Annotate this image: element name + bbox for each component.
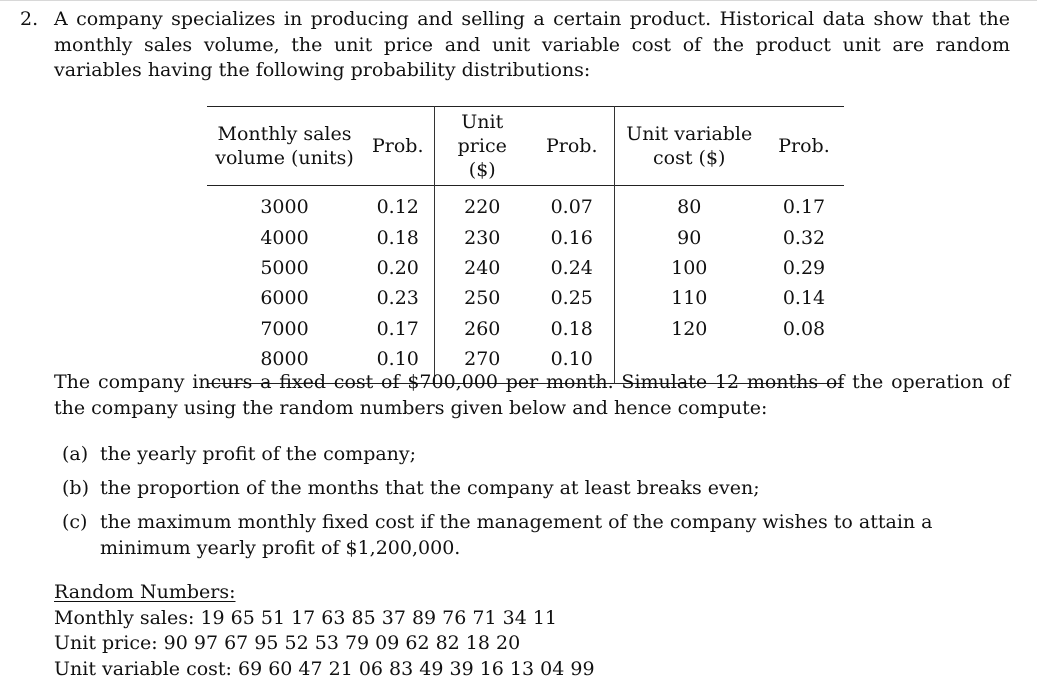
cell-price: 230: [464, 226, 501, 249]
question-body: The company incurs a fixed cost of $700,000 per month. Simulate 12 months of the operation of the company using the random numbers given below and hence compute:: [54, 371, 1010, 419]
cell-sales-prob: 0.23: [362, 283, 434, 313]
part-mark: (c): [62, 511, 88, 533]
cell-sales-prob: 0.18: [362, 222, 434, 252]
probability-distribution-table: [207, 106, 844, 384]
cell-sales-prob: 0.17: [362, 314, 434, 344]
random-numbers-sales: Monthly sales: 19 65 51 17 63 85 37 89 76 71 34 11: [54, 606, 557, 629]
cell-cost-prob: 0.08: [782, 317, 826, 340]
question-intro-text: A company specializes in producing and selling a certain product. Historical data show that the monthly sales volume, the unit price and unit variable cost of the product unit are random variables having the following probability distributions:: [54, 8, 1010, 81]
cell-sales: 4000: [260, 226, 309, 249]
part-mark: (b): [62, 477, 89, 499]
cell-sales-prob: 0.12: [362, 186, 434, 223]
random-numbers-heading: Random Numbers:: [54, 581, 236, 603]
part-text: the maximum monthly fixed cost if the management of the company wishes to attain a minimum yearly profit of $1,200,000.: [100, 511, 933, 559]
cell-sales: 8000: [260, 348, 309, 371]
cell-cost: 120: [671, 317, 708, 340]
part-mark: (a): [62, 443, 89, 465]
question-parts: [54, 442, 1010, 570]
cell-price: 270: [464, 348, 501, 371]
cell-cost-prob: 0.29: [782, 256, 826, 279]
cell-cost: 100: [671, 256, 708, 279]
cell-cost-prob: 0.14: [782, 287, 826, 310]
cell-price-prob: 0.18: [530, 314, 614, 344]
cell-price: 240: [464, 256, 501, 279]
cell-price-prob: 0.25: [530, 283, 614, 313]
list-item: [54, 510, 1010, 561]
cell-price-prob: 0.07: [530, 186, 614, 223]
list-item: [54, 476, 1010, 502]
table-row: [207, 222, 844, 252]
cell-price-prob: 0.24: [530, 253, 614, 283]
header-sales-prob: Prob.: [362, 107, 434, 186]
cell-price-prob: 0.16: [530, 222, 614, 252]
cell-sales: 7000: [260, 317, 309, 340]
cell-sales: 3000: [260, 196, 309, 219]
question-number: 2.: [20, 8, 39, 30]
header-unit-price: Unit price ($): [457, 111, 507, 181]
cell-sales-prob: 0.10: [362, 344, 434, 384]
table-row: [207, 186, 844, 223]
table-header-row: [207, 107, 844, 186]
part-text: the proportion of the months that the company at least breaks even;: [100, 477, 760, 499]
random-numbers-cost: Unit variable cost: 69 60 47 21 06 83 49 39 16 13 04 99: [54, 657, 595, 680]
part-text: the yearly profit of the company;: [100, 443, 417, 465]
header-price-prob: Prob.: [530, 107, 614, 186]
cell-sales: 6000: [260, 287, 309, 310]
cell-cost-prob: 0.32: [782, 226, 826, 249]
question-intro: [20, 7, 1010, 84]
header-sales-volume: Monthly sales volume (units): [215, 123, 354, 169]
cell-price-prob: 0.10: [530, 344, 614, 384]
table-row: [207, 314, 844, 344]
cell-price: 220: [464, 196, 501, 219]
header-cost-prob: Prob.: [778, 135, 830, 157]
random-numbers-section: [54, 580, 1010, 682]
list-item: [54, 442, 1010, 468]
cell-price: 250: [464, 287, 501, 310]
cell-cost: 90: [677, 226, 702, 249]
cell-cost: 110: [671, 287, 708, 310]
table-row: [207, 253, 844, 283]
cell-sales-prob: 0.20: [362, 253, 434, 283]
random-numbers-price: Unit price: 90 97 67 95 52 53 79 09 62 82 18 20: [54, 632, 521, 654]
cell-cost: 80: [677, 196, 702, 219]
header-unit-variable-cost: Unit variable cost ($): [626, 123, 753, 169]
cell-price: 260: [464, 317, 501, 340]
cell-sales: 5000: [260, 256, 309, 279]
cell-cost-prob: 0.17: [782, 196, 826, 219]
table-row: [207, 283, 844, 313]
